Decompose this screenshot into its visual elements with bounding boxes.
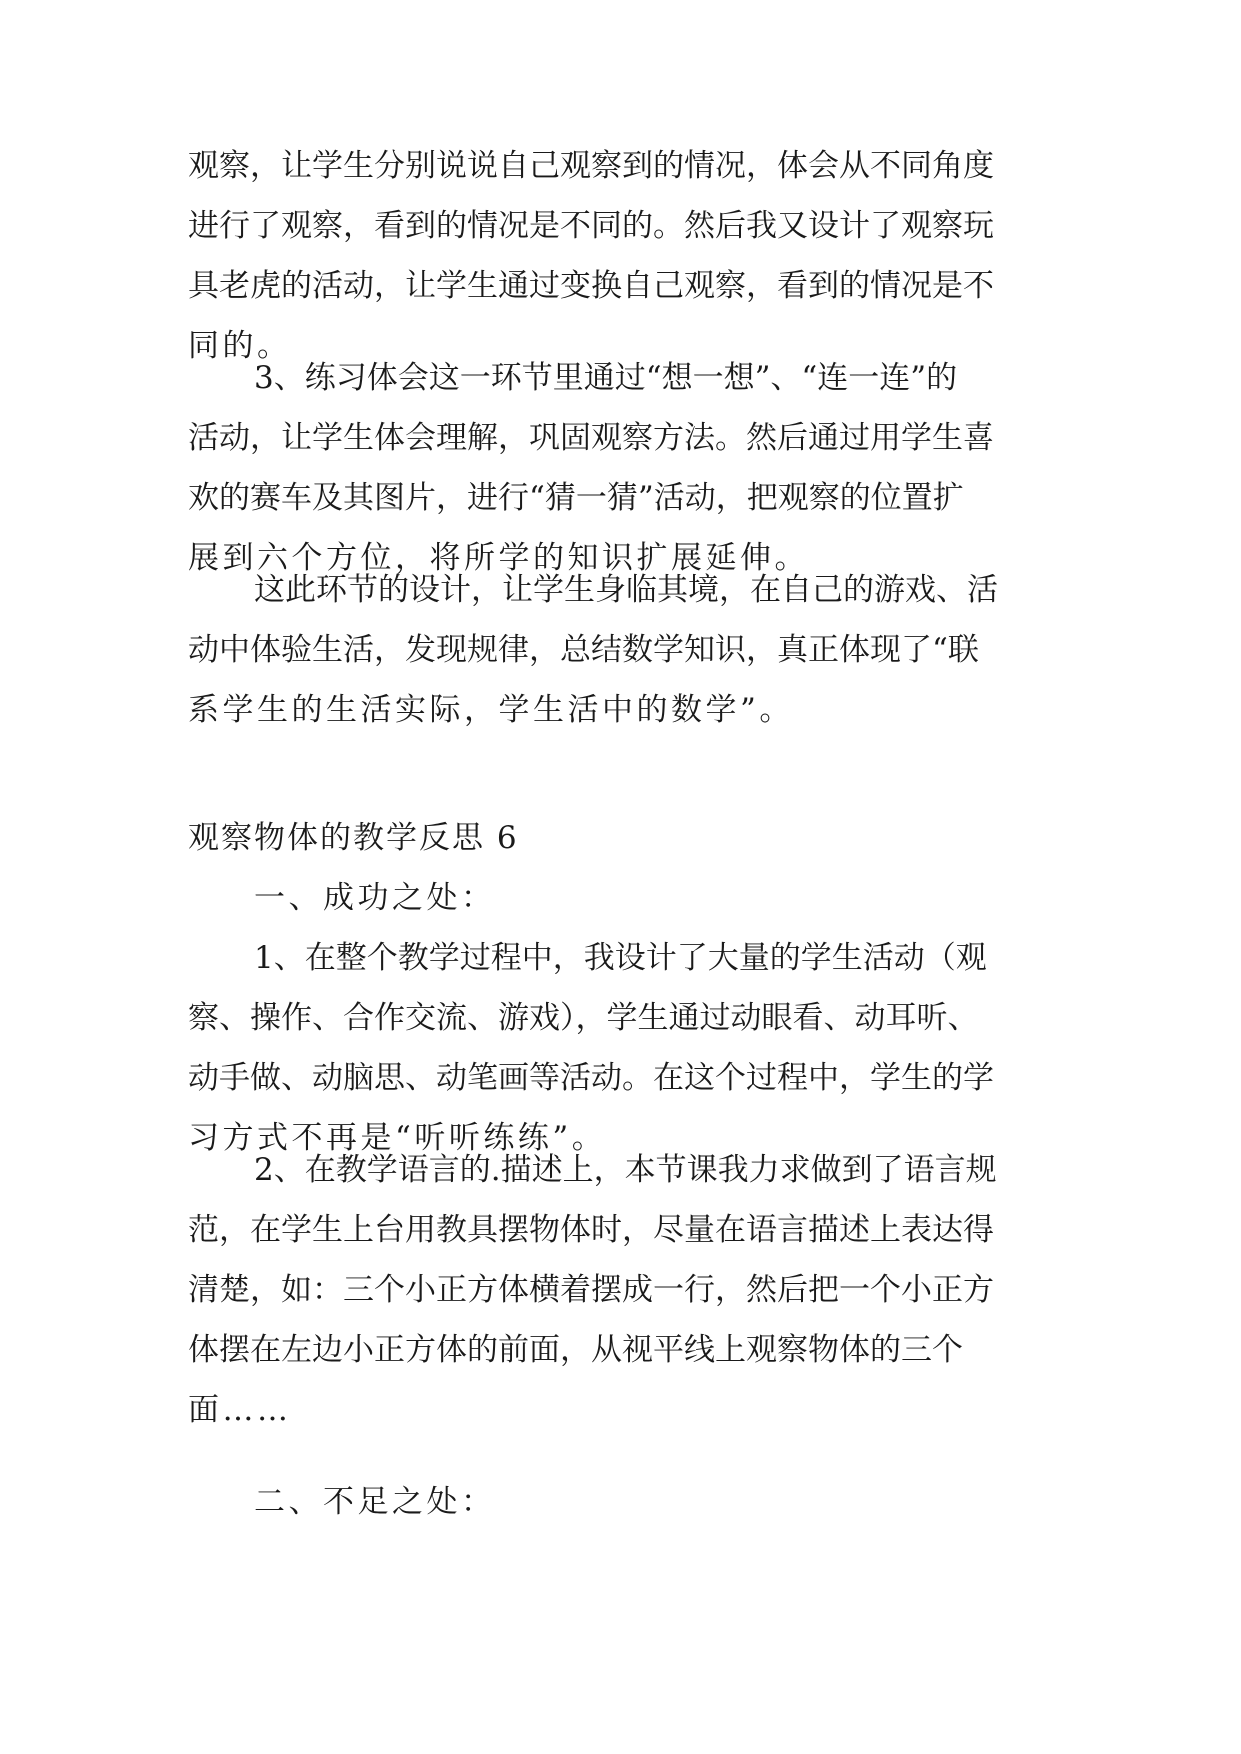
subheading-success bbox=[188, 868, 1056, 928]
subheading-text: 一、成功之处： bbox=[254, 880, 496, 916]
text-line: 系学生的生活实际，学生活中的数学”。 bbox=[188, 692, 794, 728]
subheading-text: 二、不足之处： bbox=[254, 1484, 496, 1520]
paragraph-point-2 bbox=[188, 1140, 1056, 1440]
text-line: 1、在整个教学过程中，我设计了大量的学生活动（观 bbox=[254, 940, 987, 976]
text-line: 动手做、动脑思、动笔画等活动。在这个过程中，学生的学 bbox=[188, 1060, 994, 1096]
text-line: 这此环节的设计，让学生身临其境，在自己的游戏、活 bbox=[254, 572, 998, 608]
paragraph-summary bbox=[188, 560, 1056, 740]
paragraph-observation bbox=[188, 136, 1056, 376]
text-line: 面…… bbox=[188, 1392, 292, 1428]
text-line: 习方式不再是“听听练练”。 bbox=[188, 1120, 607, 1156]
text-line: 范，在学生上台用教具摆物体时，尽量在语言描述上表达得 bbox=[188, 1212, 994, 1248]
text-line: 欢的赛车及其图片，进行“猜一猜”活动，把观察的位置扩 bbox=[188, 480, 964, 516]
paragraph-point-1 bbox=[188, 928, 1056, 1168]
text-line: 察、操作、合作交流、游戏），学生通过动眼看、动耳听、 bbox=[188, 1000, 979, 1036]
text-line: 展到六个方位，将所学的知识扩展延伸。 bbox=[188, 540, 809, 576]
text-line: 清楚，如：三个小正方体横着摆成一行，然后把一个小正方 bbox=[188, 1272, 994, 1308]
text-line: 3、练习体会这一环节里通过“想一想”、“连一连”的 bbox=[254, 360, 958, 396]
text-line: 体摆在左边小正方体的前面，从视平线上观察物体的三个 bbox=[188, 1332, 963, 1368]
paragraph-practice bbox=[188, 348, 1056, 588]
subheading-shortcomings bbox=[188, 1472, 1056, 1532]
text-line: 进行了观察，看到的情况是不同的。然后我又设计了观察玩 bbox=[188, 208, 994, 244]
section-title: 观察物体的教学反思 6 bbox=[188, 820, 519, 856]
text-line: 同的。 bbox=[188, 328, 292, 364]
text-line: 具老虎的活动，让学生通过变换自己观察，看到的情况是不 bbox=[188, 268, 994, 304]
text-line: 活动，让学生体会理解，巩固观察方法。然后通过用学生喜 bbox=[188, 420, 994, 456]
text-line: 观察，让学生分别说说自己观察到的情况，体会从不同角度 bbox=[188, 148, 994, 184]
text-line: 2、在教学语言的.描述上，本节课我力求做到了语言规 bbox=[254, 1152, 997, 1188]
text-line: 动中体验生活，发现规律，总结数学知识，真正体现了“联 bbox=[188, 632, 979, 668]
